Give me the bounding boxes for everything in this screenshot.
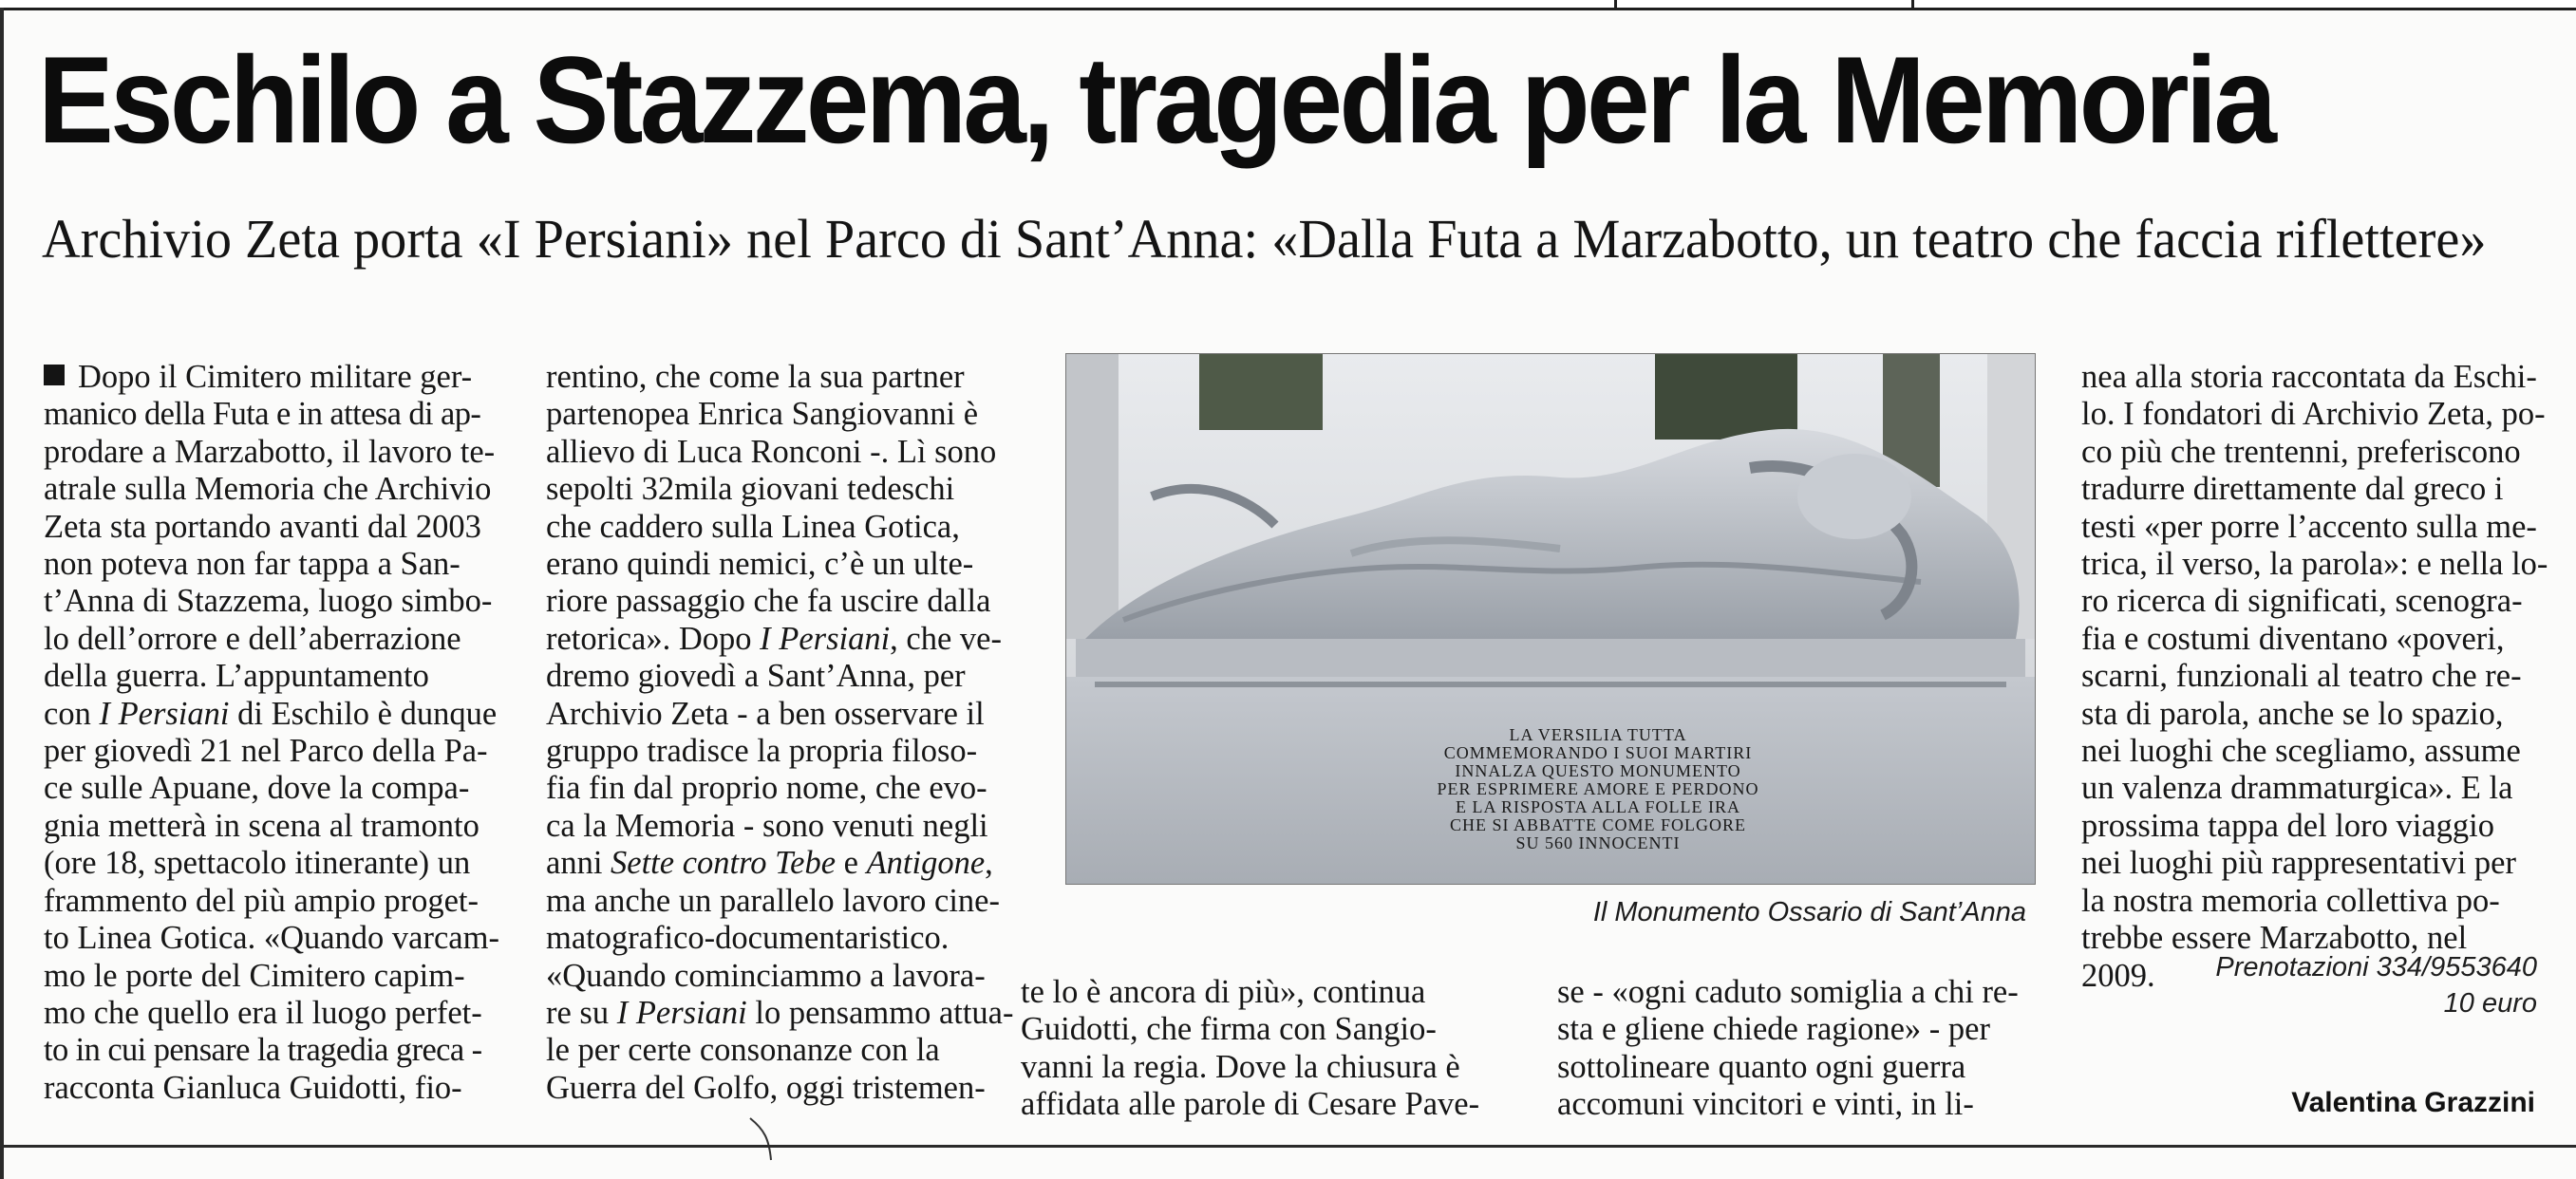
inscription-line: INNALZA QUESTO MONUMENTO [1455, 761, 1741, 780]
column-line: fia e costumi diventano «poveri, [2081, 620, 2505, 657]
column-line: to in cui pensare la tragedia greca - [44, 1032, 482, 1069]
column-line: Guerra del Golfo, oggi tristemen- [546, 1069, 986, 1106]
column-line: con I Persiani di Eschilo è dunque [44, 695, 498, 732]
column-line: «Quando cominciammo a lavora- [546, 957, 986, 994]
column-line: lo dell’orrore e dell’aberrazione [44, 620, 461, 657]
column-line: lo. I fondatori di Archivio Zeta, po- [2081, 396, 2546, 433]
column-line: ce sulle Apuane, dove la compa- [44, 770, 470, 807]
top-rule [0, 8, 2576, 10]
pen-mark-icon [741, 1111, 798, 1168]
column-line: sta e gliene chiede ragione» - per [1557, 1011, 1990, 1048]
column-line: matografico-documentaristico. [546, 920, 950, 957]
column-line: frammento del più ampio proget- [44, 882, 479, 919]
column-line: atrale sulla Memoria che Archivio [44, 471, 492, 508]
column-line: partenopea Enrica Sangiovanni è [546, 396, 979, 433]
top-column-tick [1911, 0, 1914, 10]
column-line: gnia metterà in scena al tramonto [44, 807, 479, 844]
inscription-line: COMMEMORANDO I SUOI MARTIRI [1443, 743, 1753, 762]
column-line: retorica». Dopo I Persiani, che ve- [546, 620, 1002, 657]
article-column-5 [2081, 359, 2548, 995]
top-column-tick [1614, 0, 1617, 10]
column-line: riore passaggio che fa uscire dalla [546, 583, 991, 620]
column-line: allievo di Luca Ronconi -. Lì sono [546, 433, 997, 470]
column-line: Guidotti, che firma con Sangio- [1021, 1011, 1437, 1048]
column-line: prodare a Marzabotto, il lavoro te- [44, 433, 496, 470]
column-line: non poteva non far tappa a San- [44, 546, 461, 583]
article-column-3 [1021, 974, 1480, 1124]
column-line: testi «per porre l’accento sulla me- [2081, 508, 2537, 545]
column-line: ca la Memoria - sono venuti negli [546, 807, 988, 844]
column-line: mo che quello era il luogo perfet- [44, 994, 482, 1031]
author-byline: Valentina Grazzini [2291, 1087, 2535, 1118]
column-line: sottolineare quanto ogni guerra [1557, 1048, 1966, 1085]
column-line: 2009. [2081, 957, 2155, 994]
inscription-line: CHE SI ABBATTE COME FOLGORE [1449, 815, 1747, 834]
column-line: anni Sette contro Tebe e Antigone, [546, 845, 993, 882]
column-line: per giovedì 21 nel Parco della Pa- [44, 733, 488, 770]
column-line: nei luoghi più rappresentativi per [2081, 845, 2516, 882]
inscription-line: PER ESPRIMERE AMORE E PERDONO [1437, 779, 1759, 798]
column-line: sepolti 32mila giovani tedeschi [546, 471, 955, 508]
column-line: t’Anna di Stazzema, luogo simbo- [44, 583, 493, 620]
column-line: Dopo il Cimitero militare ger- [78, 359, 473, 395]
column-line: nei luoghi che scegliamo, assume [2081, 733, 2521, 770]
column-line: nea alla storia raccontata da Eschi- [2081, 359, 2537, 395]
booking-info [2081, 949, 2537, 1021]
monument-inscription [1380, 726, 1816, 852]
bottom-rule [0, 1145, 2576, 1148]
monument-photo [1065, 353, 2036, 885]
column-line: un valenza drammaturgica». E la [2081, 770, 2513, 807]
column-line: Archivio Zeta - a ben osservare il [546, 695, 985, 732]
subheadline: Archivio Zeta porta «I Persiani» nel Parco di Sant’Anna: «Dalla Futa a Marzabotto, un teatro che faccia riflettere» [42, 208, 2487, 270]
article-column-4 [1557, 974, 2019, 1124]
column-line: trebbe essere Marzabotto, nel [2081, 920, 2468, 957]
column-line: ro ricerca di significati, scenogra- [2081, 583, 2523, 620]
column-line: gruppo tradisce la propria filoso- [546, 733, 978, 770]
column-line: della guerra. L’appuntamento [44, 658, 429, 695]
column-line: vanni la regia. Dove la chiusura è [1021, 1048, 1460, 1085]
column-line: re su I Persiani lo pensammo attua- [546, 994, 1014, 1031]
headline: Eschilo a Stazzema, tragedia per la Memoria [38, 30, 2274, 169]
column-line: (ore 18, spettacolo itinerante) un [44, 845, 471, 882]
article-column-2 [546, 359, 1021, 1107]
top-margin [0, 0, 2576, 8]
column-line: se - «ogni caduto somiglia a chi re- [1557, 974, 2019, 1010]
inscription-line: SU 560 INNOCENTI [1515, 833, 1681, 852]
photo-caption: Il Monumento Ossario di Sant’Anna [1592, 897, 2026, 927]
column-line: te lo è ancora di più», continua [1021, 974, 1426, 1010]
inscription-line: E LA RISPOSTA ALLA FOLLE IRA [1455, 797, 1741, 816]
column-line: fia fin dal proprio nome, che evo- [546, 770, 987, 807]
column-line: co più che trentenni, preferiscono [2081, 433, 2521, 470]
column-line: accomuni vincitori e vinti, in li- [1557, 1086, 1974, 1123]
column-line: dremo giovedì a Sant’Anna, per [546, 658, 966, 695]
paragraph-start-square-icon [44, 365, 65, 385]
column-line: trica, il verso, la parola»: e nella lo- [2081, 546, 2548, 583]
left-frame-rule [0, 8, 4, 1179]
column-line: le per certe consonanze con la [546, 1032, 940, 1069]
column-line: sta di parola, anche se lo spazio, [2081, 695, 2504, 732]
column-line: tradurre direttamente dal greco i [2081, 471, 2504, 508]
column-line: rentino, che come la sua partner [546, 359, 965, 395]
column-line: affidata alle parole di Cesare Pave- [1021, 1086, 1480, 1123]
column-line: erano quindi nemici, c’è un ulte- [546, 546, 974, 583]
column-line: scarni, funzionali al teatro che re- [2081, 658, 2522, 695]
column-line: Zeta sta portando avanti dal 2003 [44, 508, 481, 545]
column-line: ma anche un parallelo lavoro cine- [546, 882, 1000, 919]
column-line: prossima tappa del loro viaggio [2081, 807, 2494, 844]
inscription-line: LA VERSILIA TUTTA [1509, 725, 1687, 744]
column-line: che caddero sulla Linea Gotica, [546, 508, 960, 545]
column-line: to Linea Gotica. «Quando varcam- [44, 920, 499, 957]
booking-phone: Prenotazioni 334/9553640 [2215, 952, 2537, 982]
ticket-price: 10 euro [2443, 988, 2537, 1019]
column-line: la nostra memoria collettiva po- [2081, 882, 2500, 919]
column-line: racconta Gianluca Guidotti, fio- [44, 1069, 462, 1106]
article-column-1 [44, 359, 499, 1107]
column-line: manico della Futa e in attesa di ap- [44, 396, 481, 433]
column-line: mo le porte del Cimitero capim- [44, 957, 465, 994]
